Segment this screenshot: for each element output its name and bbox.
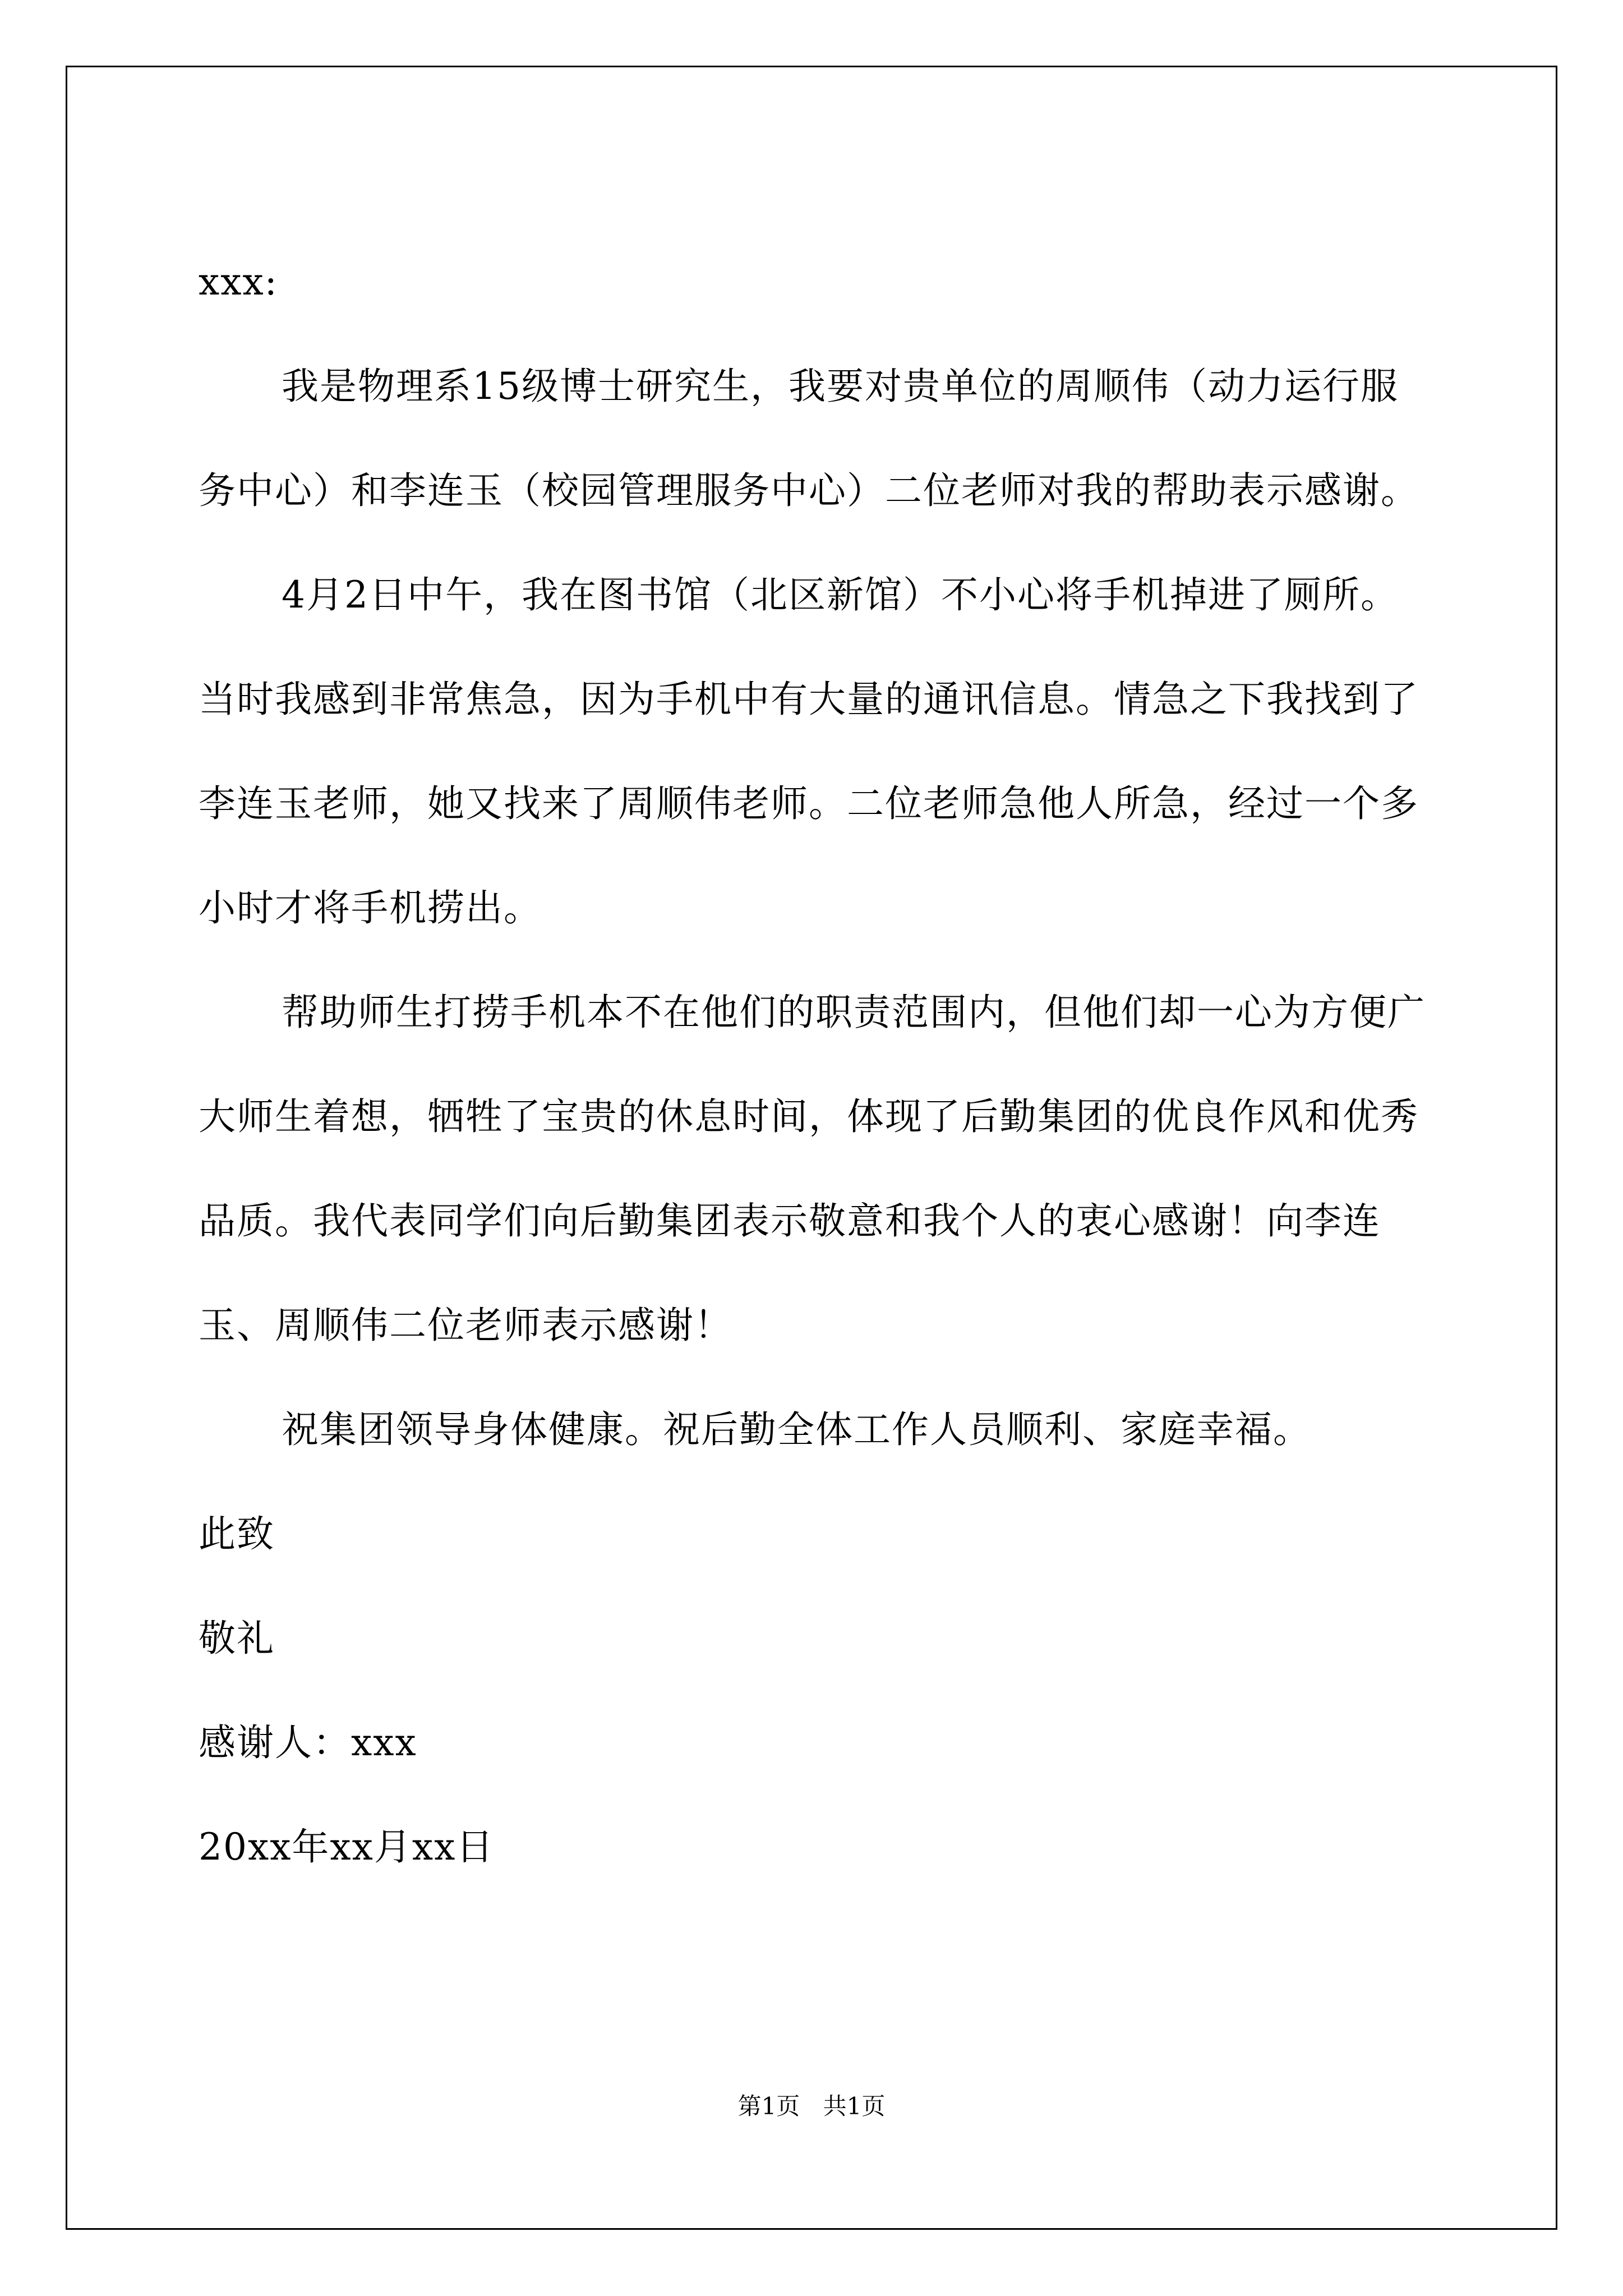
closing-ci-zhi: 此致 — [199, 1512, 275, 1556]
salutation: xxx: — [199, 260, 278, 303]
paragraph-4: 祝集团领导身体健康。祝后勤全体工作人员顺利、家庭幸福。 — [282, 1408, 1311, 1451]
date: 20xx年xx月xx日 — [199, 1825, 495, 1869]
signer: 感谢人：xxx — [199, 1721, 417, 1764]
page-footer — [0, 2092, 1623, 2120]
paragraph-3: 帮助师生打捞手机本不在他们的职责范围内，但他们却一心为方便广大师生着想，牺牲了宝贵的休息时间，体现了后勤集团的优良作风和优秀品质。我代表同学们向后勤集团表示敬意和我个人的衷心感谢！向李连玉、周顺伟二位老师表示感谢！ — [199, 991, 1426, 1347]
paragraph-1: 我是物理系15级博士研究生，我要对贵单位的周顺伟（动力运行服务中心）和李连玉（校园管理服务中心）二位老师对我的帮助表示感谢。 — [199, 365, 1419, 512]
paragraph-2: 4月2日中午，我在图书馆（北区新馆）不小心将手机掉进了厕所。当时我感到非常焦急，因为手机中有大量的通讯信息。情急之下我找到了李连玉老师，她又找来了周顺伟老师。二位老师急他人所急，经过一个多小时才将手机捞出。 — [199, 573, 1419, 930]
letter-body — [199, 230, 1432, 1899]
closing-jing-li: 敬礼 — [199, 1617, 275, 1660]
page-total: 共1页 — [823, 2092, 886, 2120]
page-number: 第1页 — [737, 2092, 800, 2120]
